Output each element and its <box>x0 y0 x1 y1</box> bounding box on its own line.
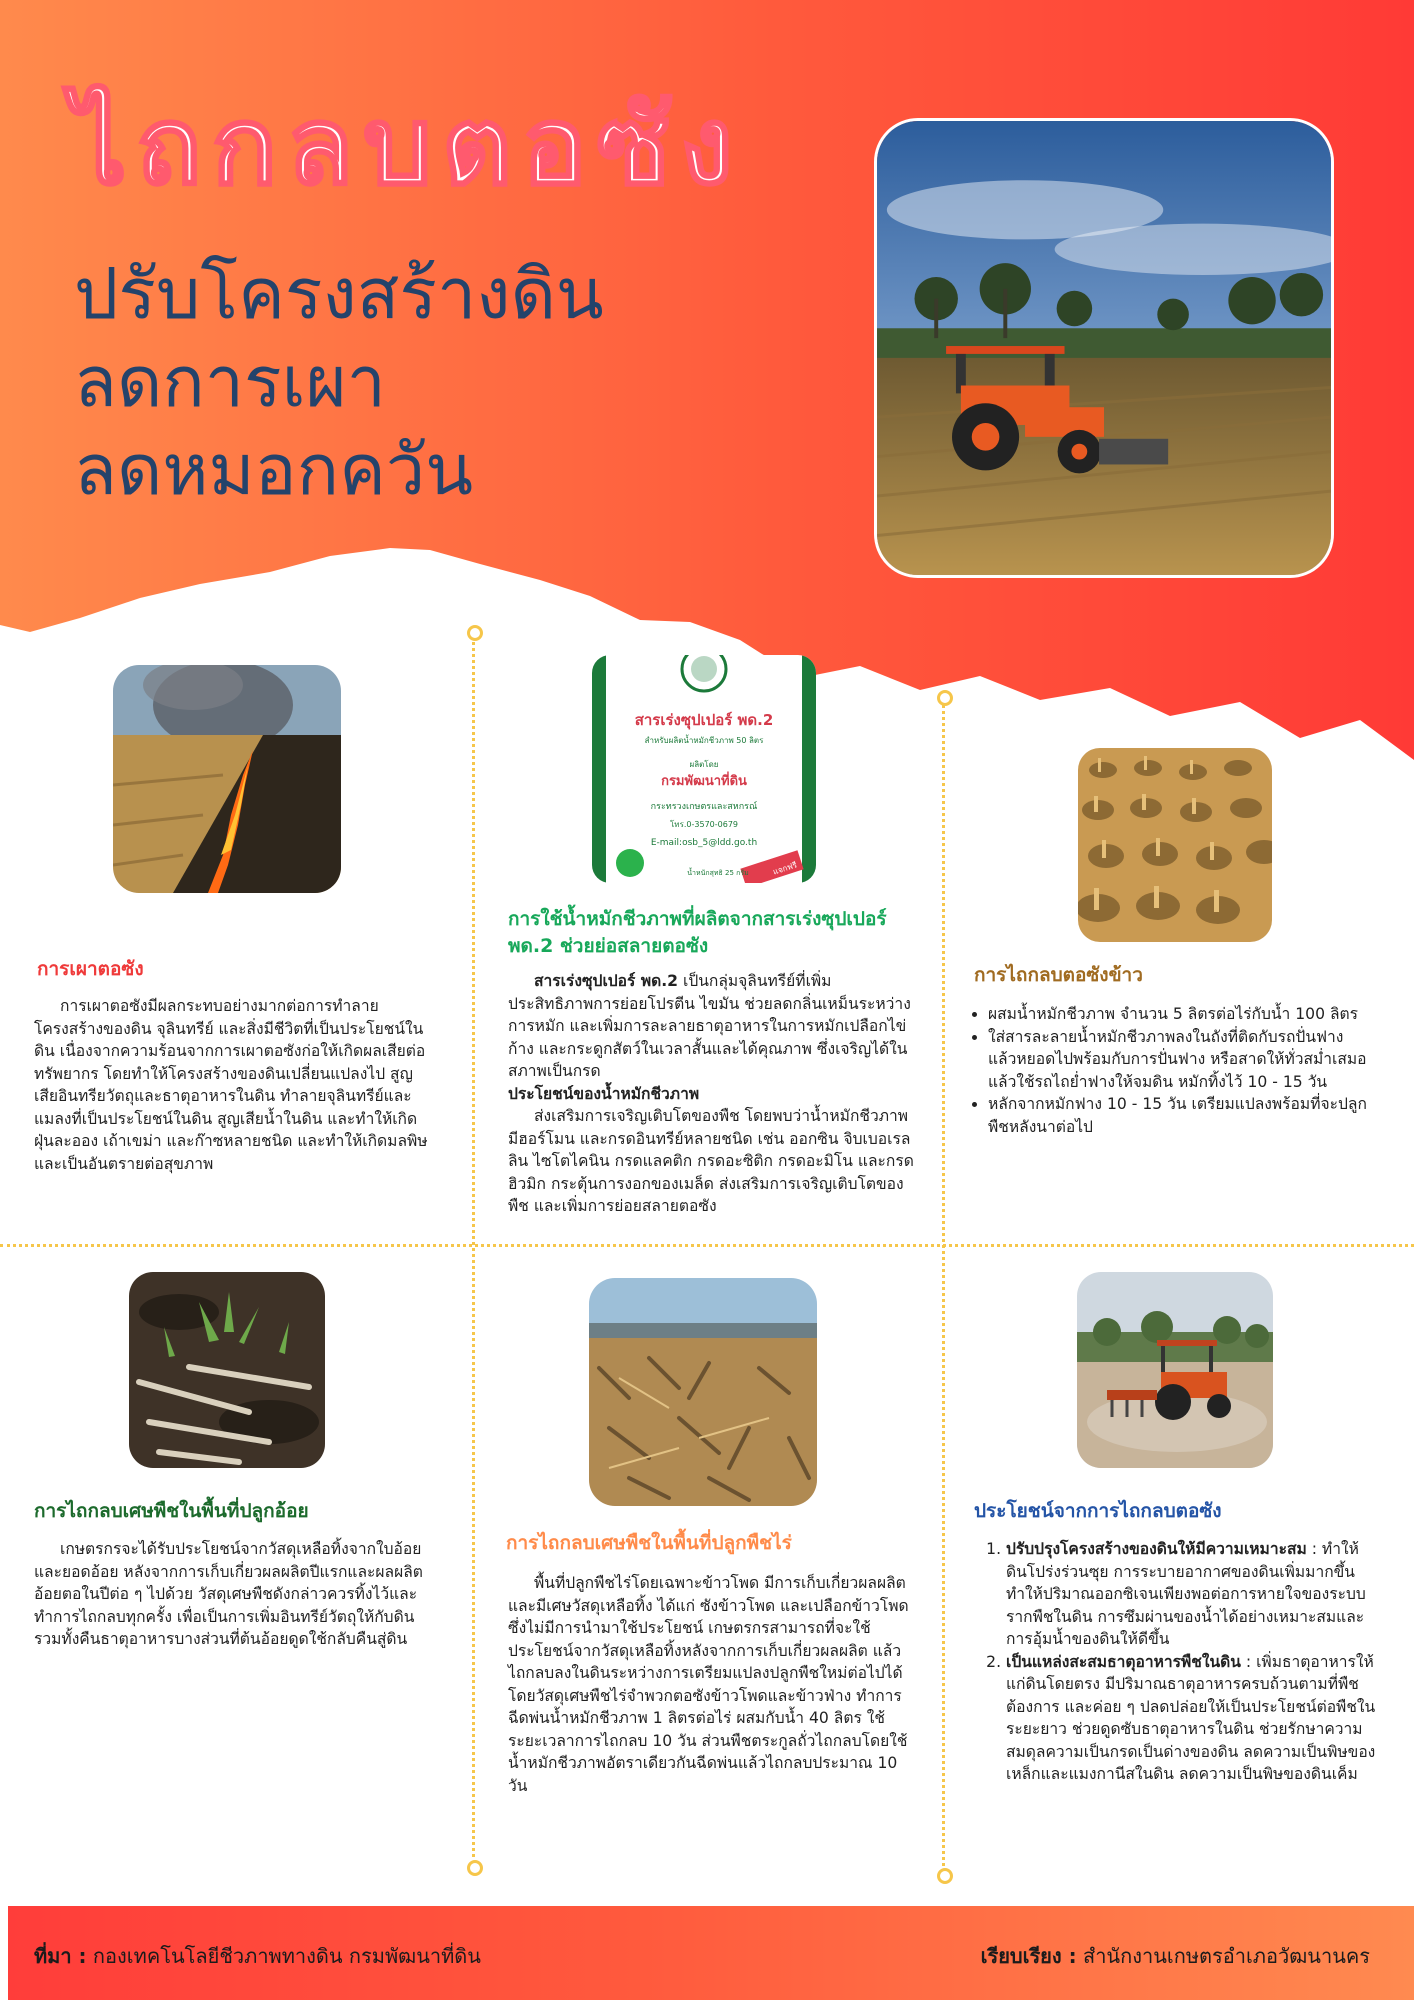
bag-label-line: น้ำหนักสุทธิ 25 กรัม <box>687 869 749 877</box>
paragraph-text: เป็นกลุ่มจุลินทรีย์ที่เพิ่มประสิทธิภาพการย่อยโปรตีน ไขมัน ช่วยลดกลิ่นเหม็นระหว่างการหมัก และเพิ่มการละลายธาตุอาหารในการหมักเปลือกไข่ ก้าง และกระดูกสัตว์ในเวลาสั้นและได้คุณภาพ ซึ่งเจริญได้ในสภาพเป็นกรด <box>508 972 911 1080</box>
section-title-sugarcane: การไถกลบเศษพืชในพื้นที่ปลูกอ้อย <box>34 1500 309 1522</box>
footer-compiler-text: สำนักงานเกษตรอำเภอวัฒนานคร <box>1076 1944 1370 1968</box>
burning-field-photo <box>113 665 341 893</box>
divider-dot <box>937 690 953 706</box>
footer-compiler-label: เรียบเรียง : <box>980 1944 1077 1968</box>
hero-title: ไถกลบตอซัง <box>72 84 743 209</box>
bag-label-title: สารเร่งซุปเปอร์ พด.2 <box>634 711 774 729</box>
column-divider-2 <box>942 700 945 1872</box>
column-divider-1 <box>472 635 475 1865</box>
bold-term: ปรับปรุงโครงสร้างของดินให้มีความเหมาะสม <box>1006 1540 1307 1558</box>
bag-label-line: E-mail:osb_5@ldd.go.th <box>650 838 758 848</box>
list-item <box>1006 1651 1376 1786</box>
bag-label-line: กรมพัฒนาที่ดิน <box>661 774 747 789</box>
section-body-rice <box>966 1003 1376 1138</box>
paragraph: พื้นที่ปลูกพืชไร่โดยเฉพาะข้าวโพด มีการเก็บเกี่ยวผลผลิตและมีเศษวัสดุเหลือทิ้ง ได้แก่ ซังข้าวโพด และเปลือกข้าวโพด ซึ่งไม่มีการนำมาใช้ประโยชน์ เกษตรกรสามารถที่จะใช้ประโยชน์จากวัสดุเหลือทิ้งหลังจากการเก็บเกี่ยวผลผลิต แล้วไถกลบลงในดินระหว่างการเตรียมแปลงปลูกพืชใหม่ต่อไปได้ โดยวัสดุเศษพืชไร่จำพวกตอซังข้าวโพดและข้าวฟ่าง ทำการฉีดพ่นน้ำหมักชีวภาพ 1 ลิตรต่อไร่ ผสมกับน้ำ 40 ลิตร ใช้ระยะเวลาการไถกลบ 10 วัน ส่วนพืชตระกูลถั่วไถกลบโดยใช้น้ำหมักชีวภาพอัตราเดียวกันฉีดพ่นแล้วไถกลบประมาณ 10 วัน <box>508 1574 909 1795</box>
subheading: ประโยชน์ของน้ำหมักชีวภาพ <box>508 1084 700 1103</box>
bold-term: เป็นแหล่งสะสมธาตุอาหารพืชในดิน <box>1006 1652 1241 1671</box>
paragraph <box>508 970 916 1083</box>
bag-badge: แจกฟรี <box>771 860 799 877</box>
paragraph: ส่งเสริมการเจริญเติบโตของพืช โดยพบว่าน้ำหมักชีวภาพมีฮอร์โมน และกรดอินทรีย์หลายชนิด เช่น ออกซิน จิบเบอเรลลิน ไซโตไคนิน กรดแลคติก กรดอะซิติก กรดอะมิโน และกรดฮิวมิก กระตุ้นการงอกของเมล็ด ส่งเสริมการเจริญเติบโตของพืช และเพิ่มการย่อยสลายตอซัง <box>508 1107 914 1215</box>
paragraph: เกษตรกรจะได้รับประโยชน์จากวัสดุเหลือทิ้งจากใบอ้อยและยอดอ้อย หลังจากการเก็บเกี่ยวผลผลิตปีแรกและผลผลิตอ้อยตอในปีต่อ ๆ ไปด้วย วัสดุเศษพืชดังกล่าวควรทิ้งไว้และทำการไถกลบทุกครั้ง เพื่อเป็นการเพิ่มอินทรีย์วัตถุให้กับดิน รวมทั้งคืนธาตุอาหารบางส่วนที่ต้นอ้อยดูดใช้กลับคืนสู่ดิน <box>34 1540 423 1648</box>
list-item-text: : เพิ่มธาตุอาหารให้แก่ดินโดยตรง มีปริมาณธาตุอาหารครบถ้วนตามที่พืชต้องการ และค่อย ๆ ปลดปล่อยให้เป็นประโยชน์ต่อพืชในระยะยาว ช่วยดูดซับธาตุอาหารในดิน ช่วยรักษาความสมดุลความเป็นกรดเป็นด่างของดิน ลดความเป็นพิษของเหล็กและแมงกานีสในดิน ลดความเป็นพิษของดินเค็ม <box>1006 1652 1376 1783</box>
list-item <box>1006 1538 1376 1651</box>
divider-dot <box>467 1860 483 1876</box>
section-title-benefits: ประโยชน์จากการไถกลบตอซัง <box>974 1500 1222 1522</box>
hero-tractor-photo <box>874 118 1334 578</box>
cornfield-residue-photo <box>589 1278 817 1506</box>
hero-subtitle-line: ลดการเผา <box>74 341 386 423</box>
bag-label-line: กระทรวงเกษตรและสหกรณ์ <box>650 802 758 812</box>
list-item: • ผสมน้ำหมักชีวภาพ จำนวน 5 ลิตรต่อไร่กับน้ำ 100 ลิตร <box>988 1003 1376 1026</box>
benefits-list <box>984 1538 1376 1786</box>
section-title-rice: การไถกลบตอซังข้าว <box>974 964 1143 986</box>
footer-source-label: ที่มา : <box>34 1944 87 1968</box>
sugarcane-residue-photo <box>129 1272 325 1468</box>
section-body-sugarcane <box>34 1538 442 1651</box>
hero-subtitle-line: ปรับโครงสร้างดิน <box>74 253 604 335</box>
list-item-text: : ทำให้ดินโปร่งร่วนซุย การระบายอากาศของดินเพิ่มมากขึ้น ทำให้ปริมาณออกซิเจนเพียงพอต่อการหายใจของระบบรากพืชในดิน การซึมผ่านของน้ำได้อย่างเหมาะสมและการอุ้มน้ำของดินให้ดีขึ้น <box>1006 1540 1366 1648</box>
list-item: • ใส่สารละลายน้ำหมักชีวภาพลงในถังที่ติดกับรถปั่นฟาง แล้วหยอดไปพร้อมกับการปั่นฟาง หรือสาดให้ทั่วสม่ำเสมอ แล้วใช้รถไถย่ำฟางให้จมดิน หมักทิ้งไว้ 10 - 15 วัน <box>988 1026 1376 1094</box>
tractor-ploughing-photo <box>1077 1272 1273 1468</box>
section-title-fieldcrops: การไถกลบเศษพืชในพื้นที่ปลูกพืชไร่ <box>506 1532 792 1554</box>
divider-dot <box>467 625 483 641</box>
section-body-benefits <box>984 1538 1376 1786</box>
bold-term: สารเร่งซุปเปอร์ พด.2 <box>534 972 679 990</box>
section-body-burning <box>34 995 434 1175</box>
rice-stubble-photo <box>1078 748 1272 942</box>
bag-label-line: ผลิตโดย <box>689 760 719 769</box>
footer-source-text: กองเทคโนโลยีชีวภาพทางดิน กรมพัฒนาที่ดิน <box>86 1944 481 1968</box>
footer-source <box>34 1940 481 1972</box>
bag-label-line: โทร.0-3570-0679 <box>670 820 738 829</box>
section-body-fieldcrops <box>508 1572 914 1797</box>
divider-dot <box>937 1868 953 1884</box>
rice-steps-list <box>966 1003 1376 1138</box>
section-title-biofert: การใช้น้ำหมักชีวภาพที่ผลิตจากสารเร่งซุปเปอร์ พด.2 ช่วยย่อสลายตอซัง <box>508 908 887 957</box>
hero-subtitle <box>74 250 714 514</box>
row-divider <box>0 1244 1414 1247</box>
list-item: • หลักจากหมักฟาง 10 - 15 วัน เตรียมแปลงพร้อมที่จะปลูกพืชหลังนาต่อไป <box>988 1093 1376 1138</box>
footer <box>8 1906 1414 2000</box>
hero-subtitle-line: ลดหมอกควัน <box>74 429 474 511</box>
bag-label-line: สำหรับผลิตน้ำหมักชีวภาพ 50 ลิตร <box>644 736 764 745</box>
footer-compiler <box>981 1940 1370 1972</box>
paragraph: การเผาตอซังมีผลกระทบอย่างมากต่อการทำลายโครงสร้างของดิน จุลินทรีย์ และสิ่งมีชีวิตที่เป็นประโยชน์ในดิน เนื่องจากความร้อนจากการเผาตอซังก่อให้เกิดผลเสียต่อทรัพยากร โดยทำให้โครงสร้างของดินเปลี่ยนแปลงไป สูญเสียอินทรียวัตถุและธาตุอาหารในดิน ทำลายจุลินทรีย์และแมลงที่เป็นประโยชน์ในดิน สูญเสียน้ำในดิน และทำให้เกิดฝุ่นละออง เถ้าเขม่า และก๊าซหลายชนิด และทำให้เกิดมลพิษและเป็นอันตรายต่อสุขภาพ <box>34 997 428 1173</box>
section-title-burning: การเผาตอซัง <box>37 958 144 980</box>
section-body-biofert <box>508 970 916 1218</box>
